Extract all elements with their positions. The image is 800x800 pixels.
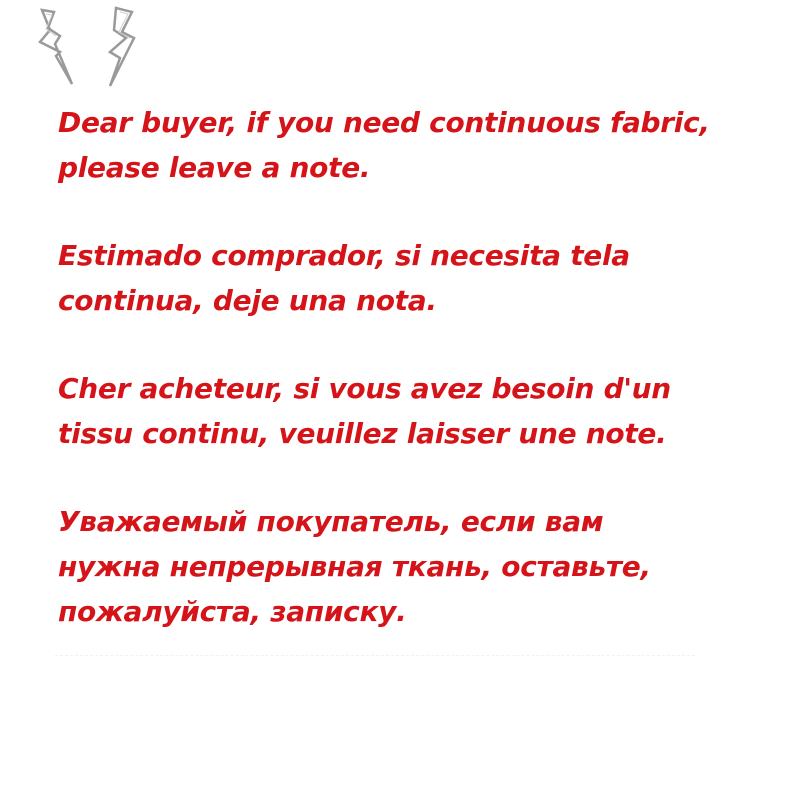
notice-line: Уважаемый покупатель, если вам xyxy=(58,505,604,538)
notice-paragraph-es xyxy=(58,233,778,323)
notice-line: пожалуйста, записку. xyxy=(58,595,407,628)
lightning-bolt-pair-icon xyxy=(30,6,145,90)
notice-paragraph-fr xyxy=(58,366,778,456)
notice-line: tissu continu, veuillez laisser une note. xyxy=(58,417,667,450)
notice-line: нужна непрерывная ткань, оставьте, xyxy=(58,550,651,583)
notice-line: Estimado comprador, si necesita tela xyxy=(58,239,630,272)
divider xyxy=(55,655,695,656)
notice-line: Cher acheteur, si vous avez besoin d'un xyxy=(58,372,671,405)
notice-paragraph-ru xyxy=(58,499,778,634)
notice-line: continua, deje una nota. xyxy=(58,284,437,317)
notice-line: Dear buyer, if you need continuous fabric, xyxy=(58,106,710,139)
notice-line: please leave a note. xyxy=(58,151,371,184)
fabric-notice xyxy=(58,100,778,677)
notice-paragraph-en xyxy=(58,100,778,190)
